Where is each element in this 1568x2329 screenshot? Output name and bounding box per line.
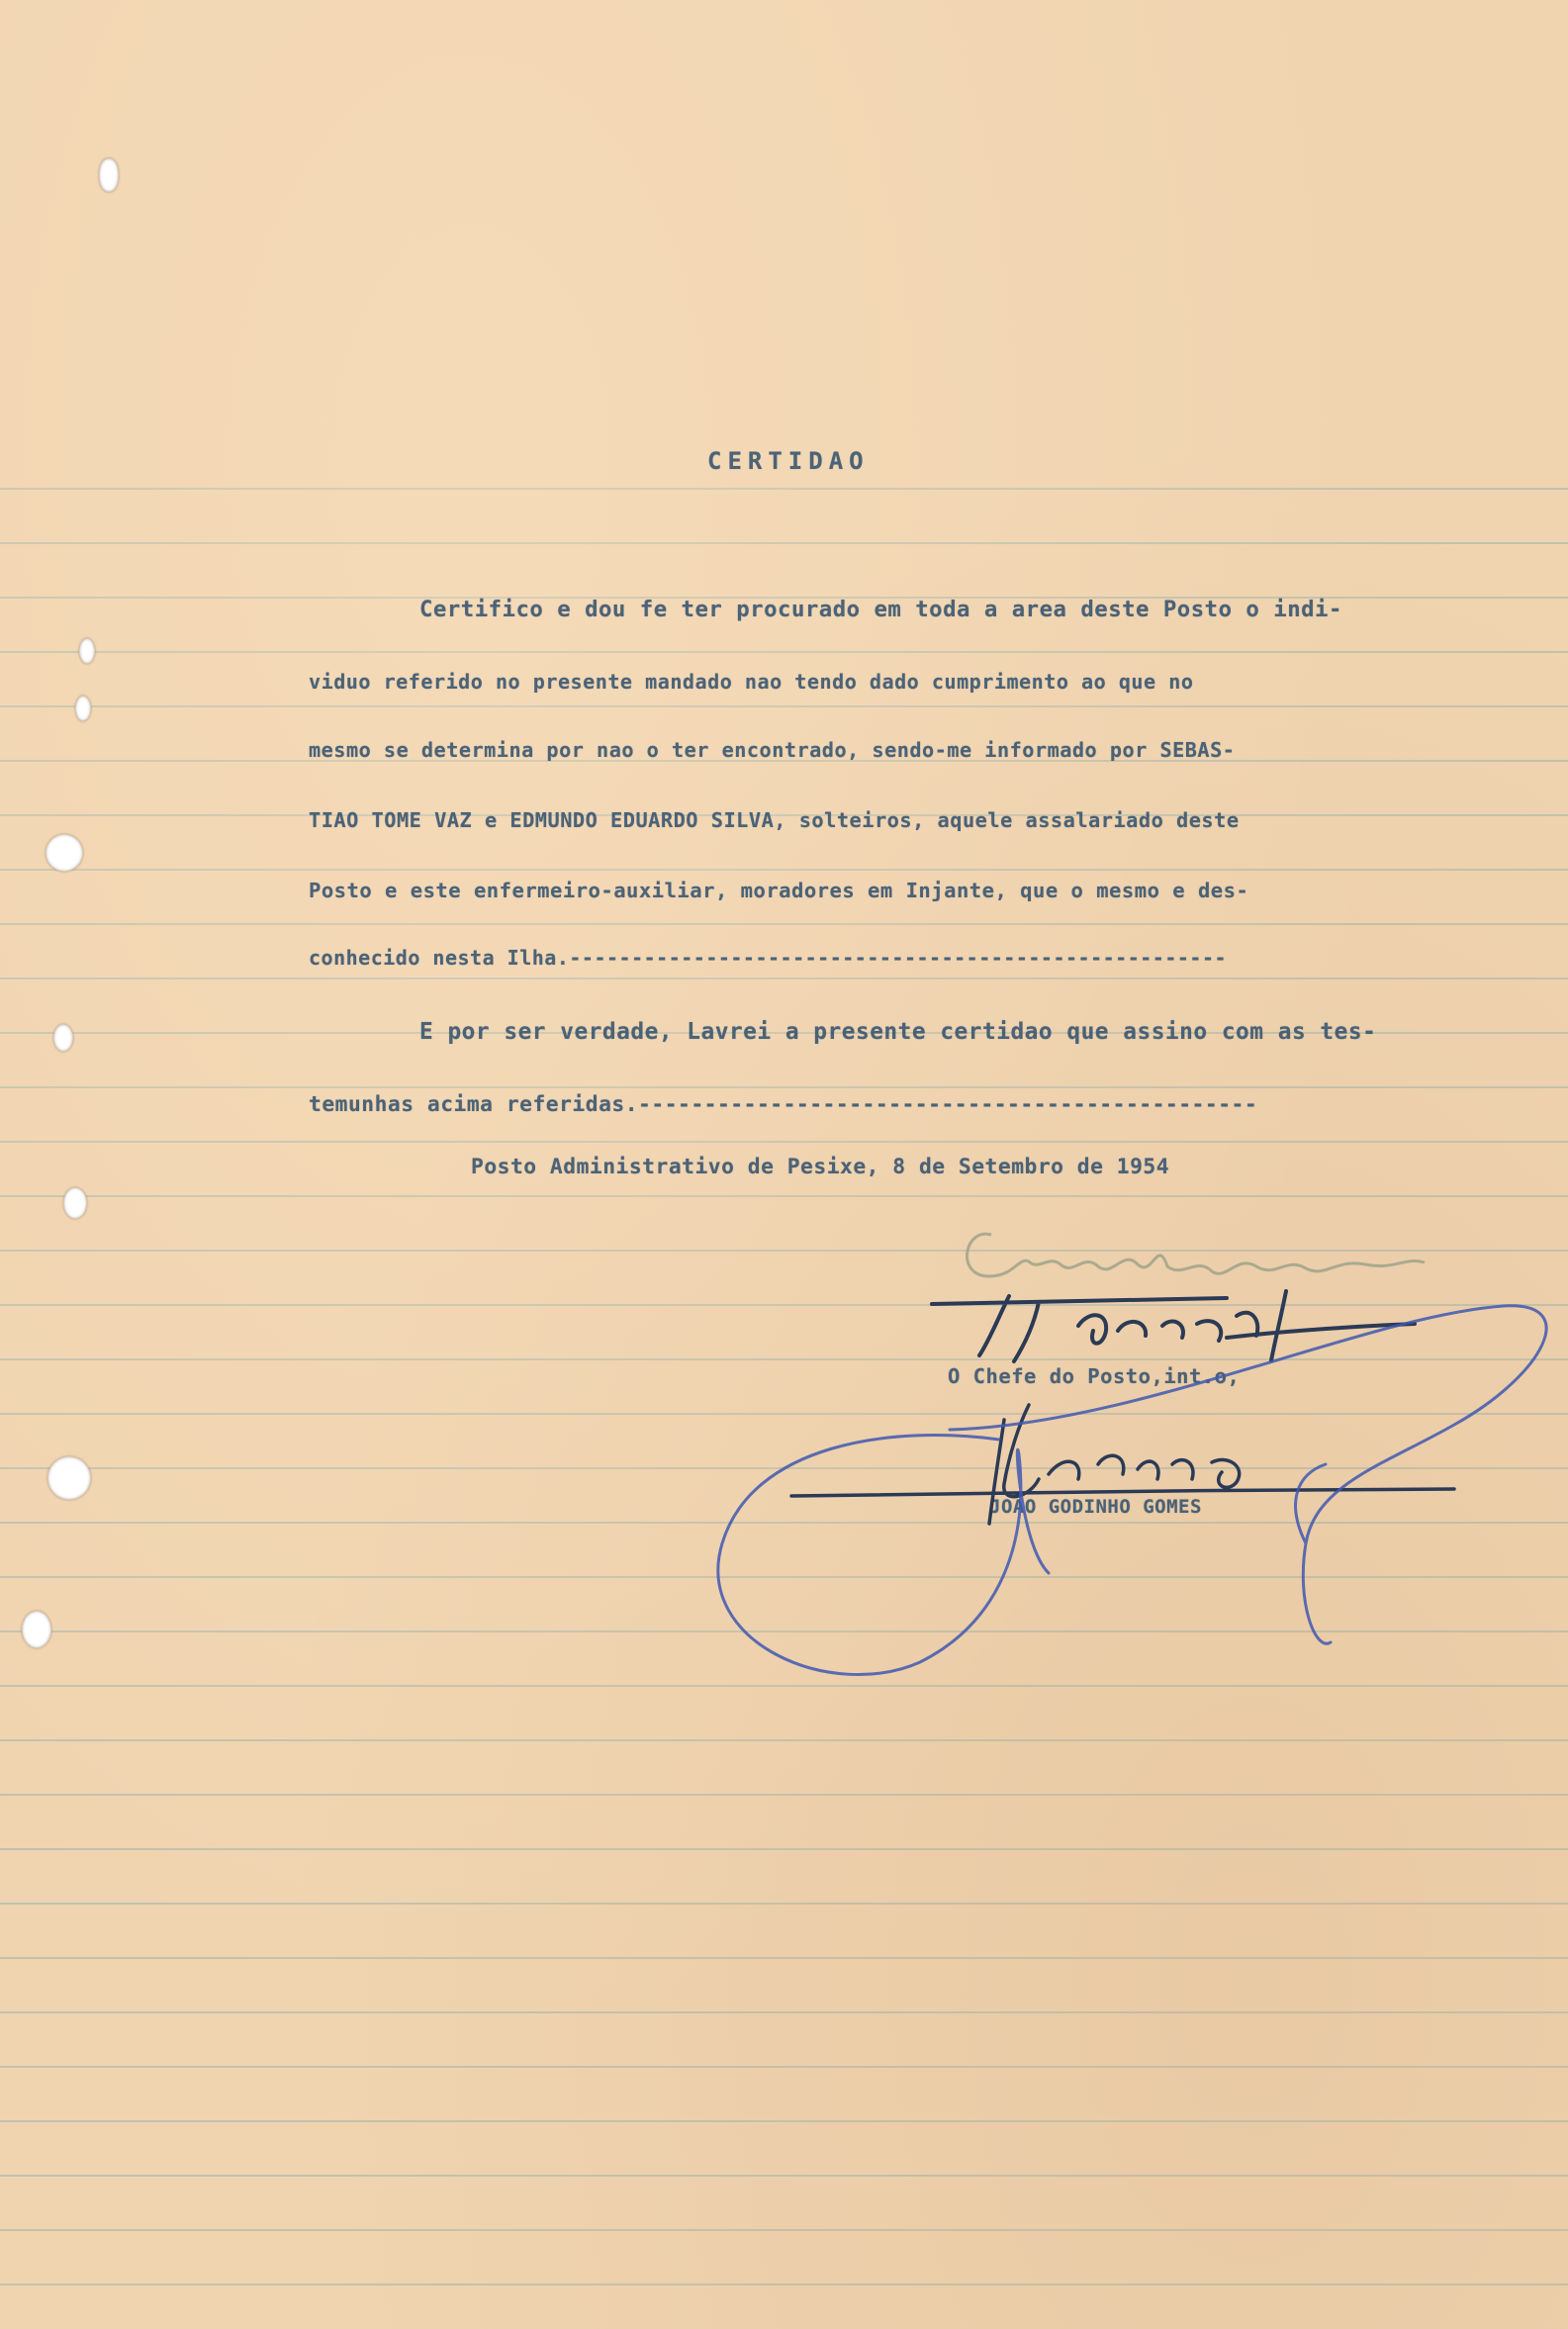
place-date-line: Posto Administrativo de Pesixe, 8 de Setembro de 1954 — [471, 1155, 1170, 1179]
body-line: Posto e este enfermeiro-auxiliar, moradores em Injante, que o mesmo e des- — [309, 879, 1249, 902]
body-line: conhecido nesta Ilha.----------------------------------------------------- — [309, 946, 1228, 970]
witness-name: JOAO GODINHO GOMES — [989, 1496, 1202, 1518]
punch-hole — [79, 638, 95, 664]
body-line: Certifico e dou fe ter procurado em toda a area deste Posto o indi- — [419, 597, 1342, 622]
punch-hole — [63, 1187, 87, 1219]
body-line: temunhas acima referidas.----------------------------------------------- — [309, 1092, 1258, 1117]
punch-hole — [53, 1024, 73, 1052]
punch-hole — [75, 696, 91, 721]
punch-hole — [46, 834, 83, 872]
chief-title: O Chefe do Posto,int.o, — [948, 1364, 1241, 1388]
punch-hole — [99, 158, 119, 192]
body-line: TIAO TOME VAZ e EDMUNDO EDUARDO SILVA, solteiros, aquele assalariado deste — [309, 808, 1240, 832]
body-line: E por ser verdade, Lavrei a presente certidao que assino com as tes- — [419, 1019, 1377, 1045]
punch-hole — [22, 1611, 51, 1648]
body-line: viduo referido no presente mandado nao tendo dado cumprimento ao que no — [309, 670, 1194, 694]
document-title: CERTIDAO — [707, 447, 870, 475]
punch-hole — [47, 1456, 91, 1500]
body-line: mesmo se determina por nao o ter encontrado, sendo-me informado por SEBAS- — [309, 738, 1236, 762]
